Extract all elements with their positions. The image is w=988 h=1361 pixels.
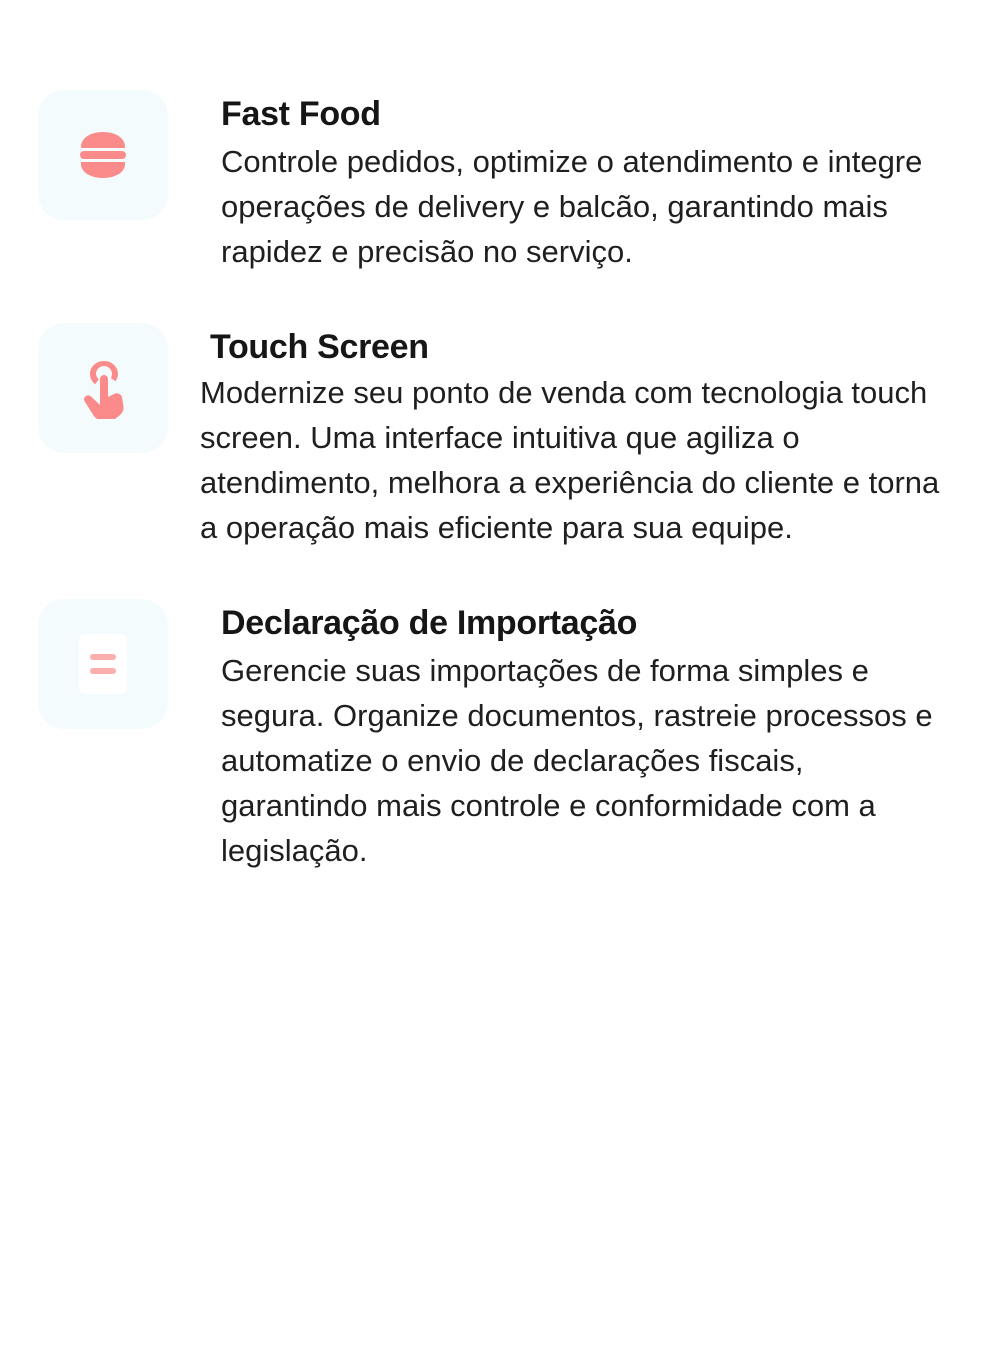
feature-text-block — [221, 90, 948, 275]
document-icon-tile — [38, 599, 168, 729]
feature-title: Touch Screen — [210, 327, 429, 366]
feature-title: Declaração de Importação — [221, 603, 638, 642]
burger-icon — [73, 125, 133, 185]
feature-description: Gerencie suas importações de forma simples e segura. Organize documentos, rastreie processos e automatize o envio de declarações fiscais, garantindo mais controle e conformidade com a legislação. — [221, 652, 933, 868]
bottom-spacer — [38, 922, 948, 1361]
feature-item-touch-screen — [38, 323, 948, 551]
feature-text-block — [221, 599, 948, 874]
feature-text-block — [200, 323, 948, 551]
feature-description: Controle pedidos, optimize o atendimento e integre operações de delivery e balcão, garantindo mais rapidez e precisão no serviço. — [221, 144, 923, 269]
feature-item-declaracao-de-importacao — [38, 599, 948, 874]
feature-description: Modernize seu ponto de venda com tecnologia touch screen. Uma interface intuitiva que agiliza o atendimento, melhora a experiência do cliente e torna a operação mais eficiente para sua equipe. — [200, 375, 940, 545]
feature-item-fast-food — [38, 90, 948, 275]
burger-icon-tile — [38, 90, 168, 220]
feature-title: Fast Food — [221, 95, 381, 133]
document-icon — [75, 632, 131, 696]
touch-hand-icon-tile — [38, 323, 168, 453]
touch-hand-icon — [74, 357, 132, 419]
